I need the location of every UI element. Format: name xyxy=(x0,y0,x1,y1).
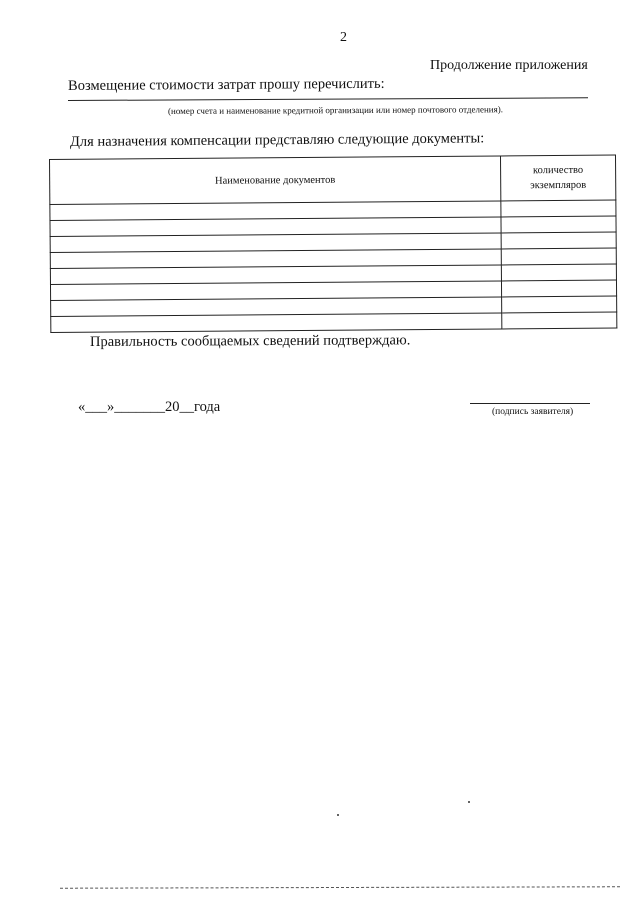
signature-caption: (подпись заявителя) xyxy=(492,407,574,417)
column-header-qty xyxy=(500,155,615,201)
scan-edge-line xyxy=(60,886,620,888)
document-qty-cell xyxy=(502,296,617,313)
account-fill-line xyxy=(68,97,588,101)
table-header-row xyxy=(50,155,616,204)
page-number: 2 xyxy=(340,30,347,45)
continuation-heading: Продолжение приложения xyxy=(430,58,588,73)
scan-speck xyxy=(337,814,339,816)
documents-table xyxy=(49,155,617,323)
account-caption: (номер счета и наименование кредитной организации или номер почтового отделения). xyxy=(167,104,504,116)
table-row xyxy=(51,312,617,332)
column-header-name: Наименование документов xyxy=(50,156,501,205)
document-qty-cell xyxy=(501,232,616,249)
column-header-qty-line1: количество xyxy=(532,164,584,177)
document-qty-cell xyxy=(501,248,616,265)
reimbursement-text: Возмещение стоимости затрат прошу перечислить: xyxy=(67,75,385,94)
document-qty-cell xyxy=(502,312,617,329)
document-qty-cell xyxy=(501,264,616,281)
document-qty-cell xyxy=(501,280,616,297)
documents-intro: Для назначения компенсации представляю следующие документы: xyxy=(69,130,485,150)
column-header-qty-line2: экземпляров xyxy=(530,179,587,192)
signature-fill-line xyxy=(470,403,590,404)
scan-speck xyxy=(468,801,470,803)
date-field: «___»_______20__года xyxy=(78,399,221,415)
document-qty-cell xyxy=(501,216,616,233)
document-qty-cell xyxy=(501,200,616,217)
confirmation-text: Правильность сообщаемых сведений подтверждаю. xyxy=(89,332,411,350)
document-name-cell xyxy=(51,313,502,333)
